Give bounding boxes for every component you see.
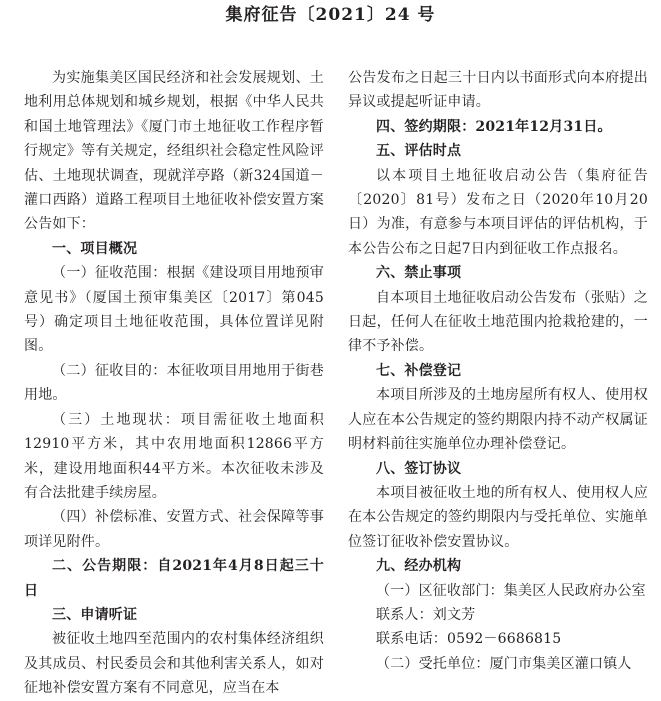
section-heading: 三、申请听证 [52,606,138,623]
paragraph: 以本项目土地征收启动公告（集府征告〔2020〕81号）发布之日（2020年10月20日）为准，有意参与本项目评估的评估机构，于本公告公布之日起7日内到征收工作点报名。 [348,167,648,257]
paragraph: 本项目被征收土地的所有权人、使用权人应在本公告规定的签约期限内与受托单位、实施单位签订征收补偿安置协议。 [348,484,648,550]
paragraph: （一）区征收部门：集美区人民政府办公室 [376,582,646,599]
section-heading: 八、签订协议 [376,460,462,477]
section-heading: 六、禁止事项 [376,265,462,282]
paragraph: （四）补偿标准、安置方式、社会保障等事项详见附件。 [24,509,324,550]
section-heading: 二、公告期限：自2021年4月8日起三十日 [24,558,324,599]
section-heading: 七、补偿登记 [376,362,462,379]
paragraph: （一）征收范围：根据《建设项目用地预审意见书》（厦国土预审集美区〔2017〕第045号）确定项目土地征收范围，具体位置详见附图。 [24,265,324,355]
right-column [348,66,648,676]
paragraph: 联系人：刘文芳 [376,606,476,623]
section-heading: 五、评估时点 [376,143,462,160]
paragraph: 为实施集美区国民经济和社会发展规划、土地利用总体规划和城乡规划，根据《中华人民共和国土地管理法》《厦门市土地征收工作程序暂行规定》等有关规定，经组织社会稳定性风险评估、土地现状调查，现就洋亭路（新324国道－灌口西路）道路工程项目土地征收补偿安置方案公告如下： [24,70,324,233]
paragraph: 本项目所涉及的土地房屋所有权人、使用权人应在本公告规定的签约期限内持不动产权属证明材料前往实施单位办理补偿登记。 [348,387,648,453]
paragraph: 被征收土地四至范围内的农村集体经济组织及其成员、村民委员会和其他利害关系人，如对征地补偿安置方案有不同意见，应当在本 [24,631,324,697]
paragraph: （三）土地现状：项目需征收土地面积12910平方米，其中农用地面积12866平方米，建设用地面积44平方米。本次征收未涉及有合法批建手续房屋。 [24,411,324,501]
section-heading: 四、签约期限：2021年12月31日。 [376,118,612,135]
document-number: 集府征告〔2021〕24 号 [225,5,436,25]
paragraph: 自本项目土地征收启动公告发布（张贴）之日起，任何人在征收土地范围内抢栽抢建的，一律不予补偿。 [348,289,648,355]
section-heading: 一、项目概况 [52,240,138,257]
paragraph: 公告发布之日起三十日内以书面形式向本府提出异议或提起听证申请。 [348,70,648,111]
paragraph: 联系电话：0592－6686815 [376,631,562,648]
paragraph: （二）受托单位：厦门市集美区灌口镇人 [376,655,632,672]
section-heading: 九、经办机构 [376,558,462,575]
left-column [24,66,324,701]
paragraph: （二）征收目的：本征收项目用地用于街巷用地。 [24,362,324,404]
